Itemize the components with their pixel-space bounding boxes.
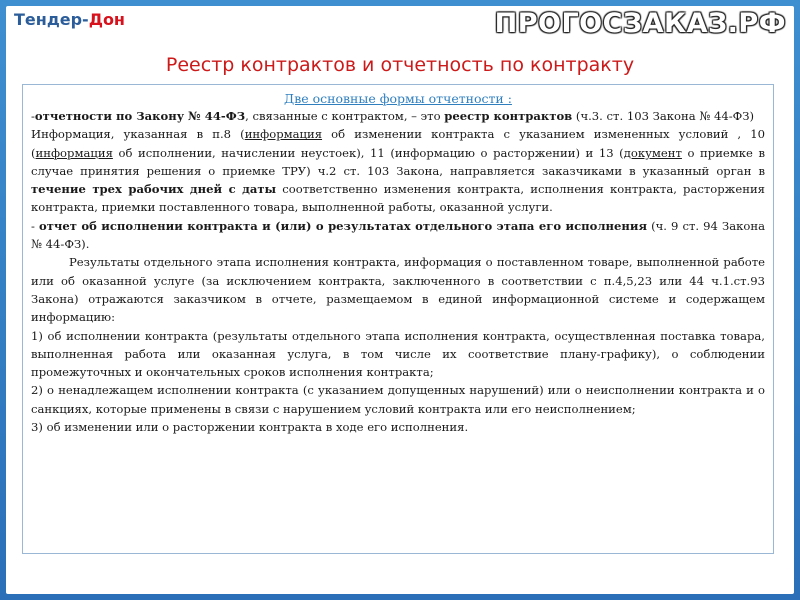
box-heading: Две основные формы отчетности : — [284, 91, 512, 106]
p2-bold1: течение трех рабочих дней с даты — [31, 182, 277, 197]
p1-text2: (ч.3. ст. 103 Закона № 44-ФЗ) — [572, 109, 755, 123]
p2-u1: информация — [244, 127, 323, 142]
paragraph-results: Результаты отдельного этапа исполнения контракта, информация о поставленном товаре, выполненной работе или об оказанной услуге (за исключением контракта, заключенного в соответствии с п.4,5,23 или 44 ч.1.ст.93 Закона) отражаются заказчиком в отчете, размещаемом в единой информационной системе и содержащем информацию: — [31, 255, 765, 325]
p1-text1: , связанные с контрактом, – это — [245, 109, 445, 123]
p1-bold1: отчетности по Закону № 44-ФЗ — [34, 109, 246, 123]
p2-t5: соответственно изменения контракта, исполнения контракта, расторжения контракта, приемки поставленного товара, выполненной работы, оказанной услуги. — [31, 182, 765, 215]
p2-u2: информация — [35, 145, 113, 160]
p2-t3: об исполнении, начислении неустоек), 11 (информацию о расторжении) и 13 ( — [112, 145, 624, 160]
p2-t2: об изменении контракта с указанием измененных условий , 10 ( — [31, 127, 765, 160]
list-item-2: 2) о ненадлежащем исполнении контракта (с указанием допущенных нарушений) или о неисполнении контракта и о санкциях, которые применены в связи с нарушением условий контракта или его неисполнением; — [31, 383, 765, 416]
brand-left-part1: Тендер- — [14, 10, 89, 29]
slide-page — [6, 6, 794, 594]
brand-logo-progoszakaz: ПРОГОСЗАКАЗ.РФ — [494, 8, 786, 39]
brand-logo-tender-don — [14, 10, 125, 29]
list-item-3: 3) об изменении или о расторжении контракта в ходе его исполнения. — [31, 420, 469, 435]
p3-text1: (ч. 9 ст. 94 Закона № 44-ФЗ). — [31, 218, 765, 252]
p1-bold2: реестр контрактов — [444, 109, 573, 123]
p2-t4: о приемке в случае принятия решения о приемке ТРУ) ч.2 ст. 103 Закона, направляется заказчиками в указанный орган в — [31, 145, 766, 178]
p2-u3: документ — [623, 145, 682, 160]
paragraph-registry — [31, 107, 765, 125]
list-item-1: 1) об исполнении контракта (результаты отдельного этапа исполнения контракта, осуществленная поставка товара, выполненная работа или оказанная услуга, в том числе их соответствие плану-графику), о соблюдении промежуточных и окончательных сроков исполнения контракта; — [31, 328, 765, 380]
p3-prefix: - — [31, 218, 39, 233]
paragraph-report — [31, 217, 765, 254]
p1-prefix: - — [31, 109, 35, 123]
page-title: Реестр контрактов и отчетность по контракту — [165, 54, 635, 76]
content-box — [22, 84, 774, 554]
paragraph-information — [31, 125, 765, 216]
p2-t1: Информация, указанная в п.8 ( — [31, 127, 245, 142]
p3-bold1: отчет об исполнении контракта и (или) о результатах отдельного этапа его исполнения — [38, 218, 648, 233]
brand-left-part2: Дон — [88, 10, 125, 29]
